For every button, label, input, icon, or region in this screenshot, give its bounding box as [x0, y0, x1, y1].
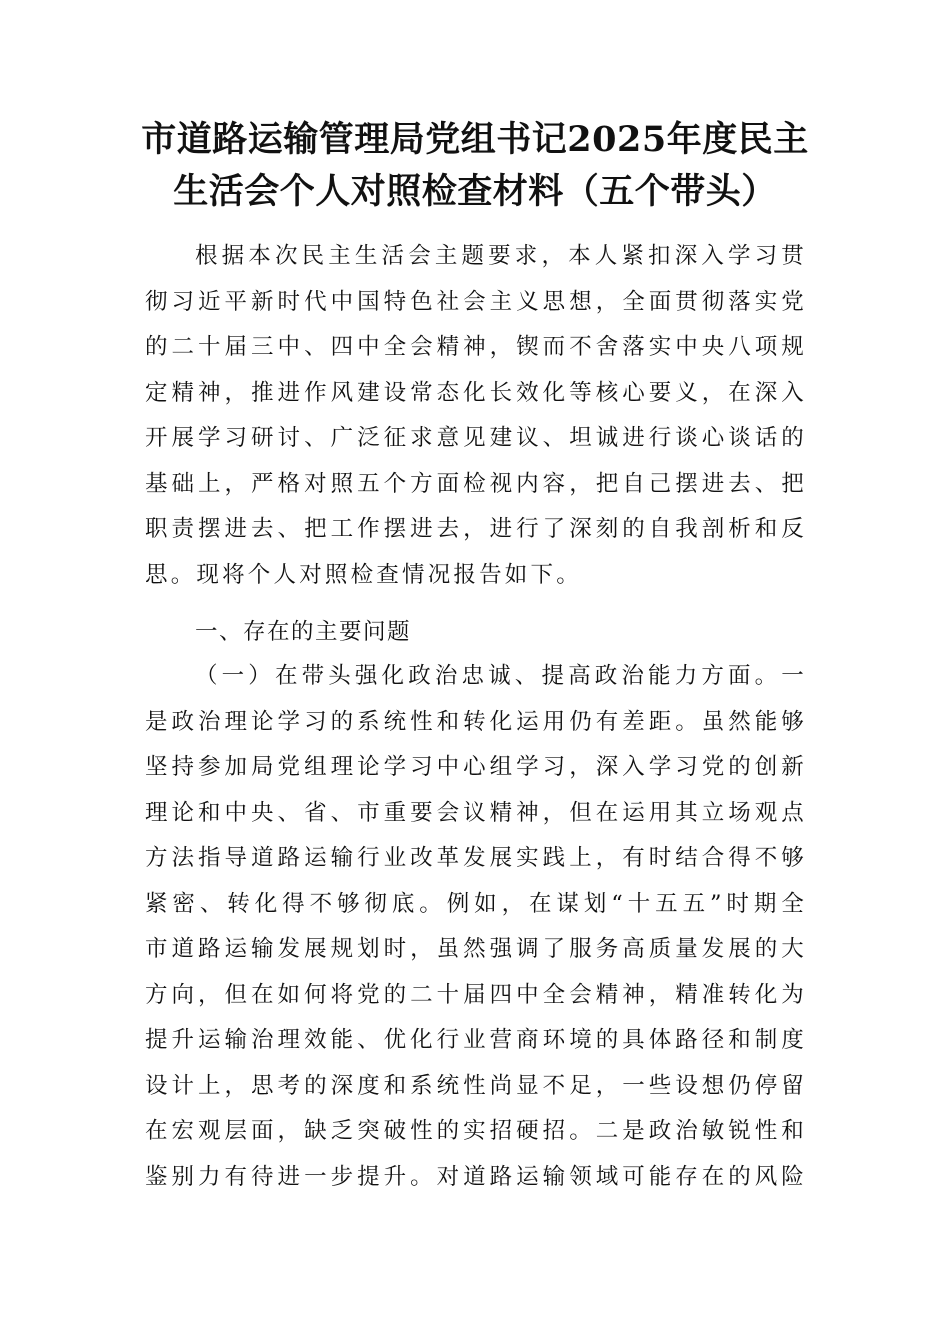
paragraph-line: 基础上，严格对照五个方面检视内容，把自己摆进去、把: [145, 470, 807, 497]
paragraph-line: 开展学习研讨、广泛征求意见建议、坦诚进行谈心谈话的: [145, 425, 807, 451]
paragraph-line: 是政治理论学习的系统性和转化运用仍有差距。虽然能够: [145, 708, 807, 735]
paragraph-line: 鉴别力有待进一步提升。对道路运输领域可能存在的风险: [145, 1163, 807, 1190]
intro-paragraph: [145, 234, 807, 598]
paragraph-line: 提升运输治理效能、优化行业营商环境的具体路径和制度: [145, 1027, 807, 1053]
section-paragraph: [145, 654, 807, 1200]
paragraph-line: 思。现将个人对照检查情况报告如下。: [145, 561, 582, 588]
paragraph-line: 根据本次民主生活会主题要求，本人紧扣深入学习贯: [195, 243, 807, 269]
document-title: [120, 114, 830, 218]
paragraph-line: 彻习近平新时代中国特色社会主义思想，全面贯彻落实党: [145, 288, 807, 315]
section-heading: 一、存在的主要问题: [195, 619, 412, 645]
paragraph-line: 方法指导道路运输行业改革发展实践上，有时结合得不够: [145, 845, 807, 871]
paragraph-line: 方向，但在如何将党的二十届四中全会精神，精准转化为: [145, 981, 807, 1008]
title-line-1: 市道路运输管理局党组书记2025年度民主: [141, 119, 809, 160]
paragraph-line: 紧密、转化得不够彻底。例如，在谋划“十五五”时期全: [145, 890, 807, 917]
paragraph-line: 定精神，推进作风建设常态化长效化等核心要义，在深入: [145, 379, 807, 406]
paragraph-line: 的二十届三中、四中全会精神，锲而不舍落实中央八项规: [145, 334, 807, 360]
paragraph-line: 理论和中央、省、市重要会议精神，但在运用其立场观点: [145, 799, 807, 826]
paragraph-line: 市道路运输发展规划时，虽然强调了服务高质量发展的大: [145, 936, 807, 962]
paragraph-line: 设计上，思考的深度和系统性尚显不足，一些设想仍停留: [145, 1072, 807, 1099]
paragraph-line: 坚持参加局党组理论学习中心组学习，深入学习党的创新: [145, 754, 807, 780]
paragraph-line: 在宏观层面，缺乏突破性的实招硬招。二是政治敏锐性和: [145, 1118, 807, 1144]
paragraph-line: 职责摆进去、把工作摆进去，进行了深刻的自我剖析和反: [145, 516, 807, 542]
title-line-2: 生活会个人对照检查材料（五个带头）: [173, 171, 777, 212]
paragraph-line: （一）在带头强化政治忠诚、提高政治能力方面。一: [195, 663, 807, 689]
